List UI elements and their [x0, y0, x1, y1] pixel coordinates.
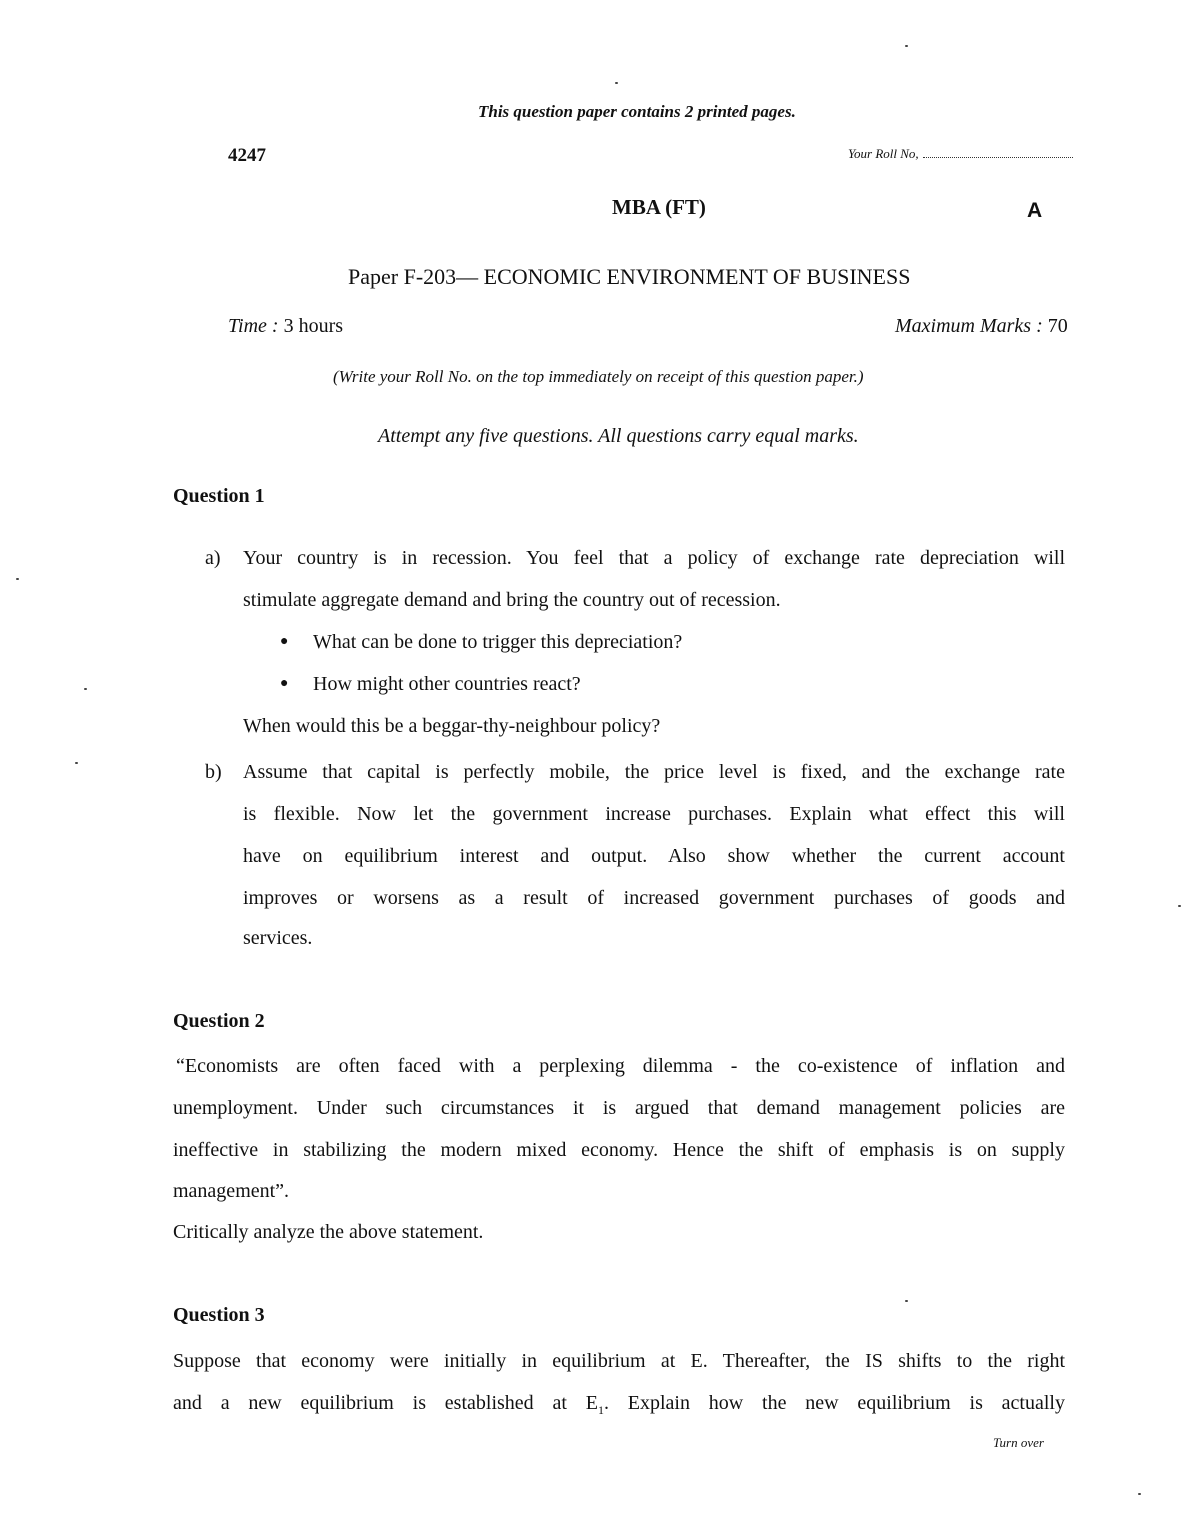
- q1-a-bullet-2: How might other countries react?: [313, 673, 581, 695]
- q2-line-1: “Economists are often faced with a perplexing dilemma - the co-existence of inflation and: [176, 1055, 1065, 1077]
- scan-speck: [1138, 1493, 1141, 1495]
- q1-a-line-2: stimulate aggregate demand and bring the country out of recession.: [243, 589, 781, 611]
- scan-speck: [1178, 905, 1181, 907]
- scan-speck: [615, 82, 618, 84]
- scan-speck: [905, 45, 908, 47]
- q1-part-b-marker: b): [205, 761, 222, 783]
- q1-b-line-3: have on equilibrium interest and output. Also show whether the current account: [243, 845, 1065, 867]
- q3-line-2: [173, 1392, 1065, 1418]
- roll-number-blank: [923, 157, 1073, 158]
- time-allowed: [228, 315, 343, 338]
- q1-a-line-3: When would this be a beggar-thy-neighbour policy?: [243, 715, 661, 737]
- q1-a-bullet-1: What can be done to trigger this depreciation?: [313, 631, 683, 653]
- paper-title: Paper F-203— ECONOMIC ENVIRONMENT OF BUSINESS: [348, 264, 911, 289]
- q3-line-2-subscript: 1: [597, 1403, 604, 1417]
- question-2-heading: Question 2: [173, 1010, 265, 1032]
- set-code: A: [1027, 199, 1043, 222]
- marks-value: 70: [1047, 315, 1068, 337]
- scan-speck: [84, 688, 87, 690]
- q1-b-line-1: Assume that capital is perfectly mobile, the price level is fixed, and the exchange rate: [243, 761, 1065, 783]
- turn-over-note: Turn over: [993, 1435, 1044, 1450]
- question-3-heading: Question 3: [173, 1304, 265, 1326]
- roll-instruction: (Write your Roll No. on the top immediately on receipt of this question paper.): [333, 367, 864, 386]
- bullet-icon: ●: [280, 634, 289, 649]
- q2-line-3: ineffective in stabilizing the modern mixed economy. Hence the shift of emphasis is on supply: [173, 1139, 1065, 1161]
- scan-speck: [75, 762, 78, 764]
- q1-b-line-2: is flexible. Now let the government increase purchases. Explain what effect this will: [243, 803, 1065, 825]
- q1-b-line-4: improves or worsens as a result of increased government purchases of goods and: [243, 887, 1065, 909]
- scan-speck: [905, 1300, 908, 1302]
- q1-part-a-marker: a): [205, 547, 221, 569]
- q3-line-2-end: . Explain how the new equilibrium is actually: [603, 1392, 1065, 1414]
- marks-label: Maximum Marks :: [895, 315, 1043, 337]
- bullet-icon: ●: [280, 676, 289, 691]
- q2-line-2: unemployment. Under such circumstances it is argued that demand management policies are: [173, 1097, 1065, 1119]
- attempt-instruction: Attempt any five questions. All questions carry equal marks.: [378, 425, 859, 447]
- roll-number-field: [848, 146, 1073, 162]
- q2-line-5: Critically analyze the above statement.: [173, 1221, 484, 1243]
- q3-line-1: Suppose that economy were initially in equilibrium at E. Thereafter, the IS shifts to the right: [173, 1350, 1065, 1372]
- paper-code: 4247: [228, 145, 266, 166]
- course-name: MBA (FT): [612, 195, 706, 219]
- q3-line-2-start: and a new equilibrium is established at E: [173, 1392, 598, 1414]
- maximum-marks: [895, 315, 1068, 338]
- time-label: Time :: [228, 315, 279, 337]
- q1-a-line-1: Your country is in recession. You feel that a policy of exchange rate depreciation will: [243, 547, 1065, 569]
- question-1-heading: Question 1: [173, 485, 265, 507]
- page-count-note: This question paper contains 2 printed pages.: [478, 102, 796, 121]
- scan-speck: [16, 578, 19, 580]
- roll-number-label: Your Roll No,: [848, 146, 919, 161]
- q1-b-line-5: services.: [243, 927, 313, 949]
- time-value: 3 hours: [283, 315, 344, 337]
- q2-line-4: management”.: [173, 1180, 290, 1202]
